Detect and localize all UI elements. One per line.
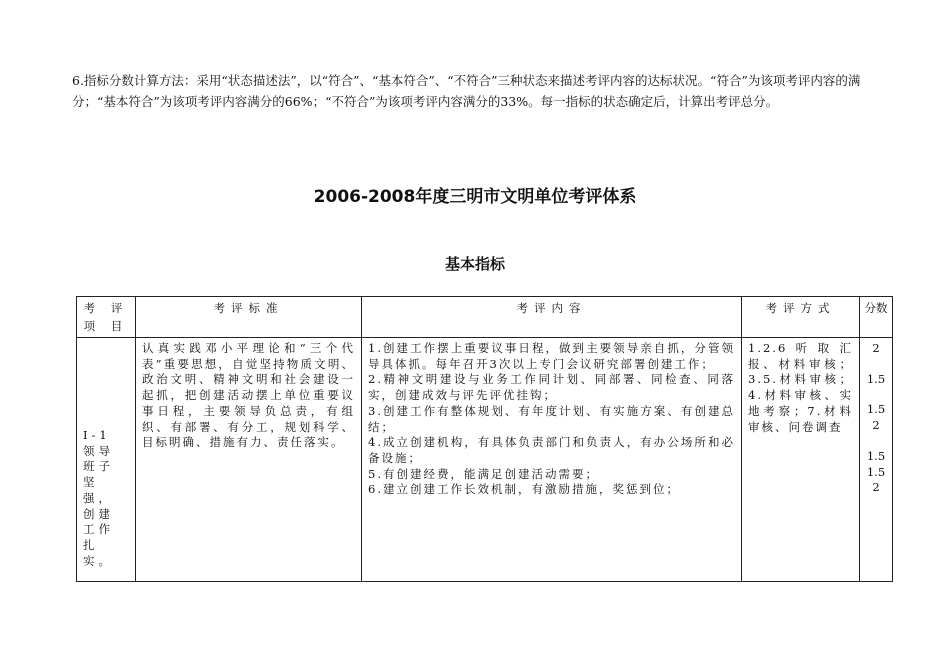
score-value: 1.5 [866,402,886,417]
header-score: 分数 [860,297,893,338]
content-line: 4.成立创建机构，有具体负责部门和负责人，有办公场所和必备设施； [368,435,735,465]
cell-score [860,338,893,582]
table-row [77,338,893,582]
cell-standard: 认真实践邓小平理论和“三个代表”重要思想，自觉坚持物质文明、政治文明、精神文明和社会建设一起抓，把创建活动摆上单位重要议事日程，主要领导负总责，有组织、有部署、有分工，规划科学、目标明确、措施有力、责任落实。 [136,338,362,582]
content-line: 2.精神文明建设与业务工作同计划、同部署、同检查、同落实，创建成效与评先评优挂钩； [368,372,735,403]
score-value: 1.5 [866,448,886,463]
score-value: 2 [872,480,880,495]
score-value: 2 [872,341,880,355]
content-line: 3.创建工作有整体规划、有年度计划、有实施方案、有创建总结； [368,403,735,434]
header-method: 考评方式 [742,297,860,338]
evaluation-table [76,296,893,582]
section-subtitle: 基本指标 [444,255,505,273]
header-content: 考评内容 [362,297,742,338]
header-standard: 考评标准 [136,297,362,338]
content-line: 1.创建工作摆上重要议事日程，做到主要领导亲自抓，分管领导具体抓。每年召开3次以上专门会议研究部署创建工作； [368,341,735,371]
content-line: 5.有创建经费，能满足创建活动需要； [368,466,599,481]
document-title: 2006-2008年度三明市文明单位考评体系 [313,187,637,207]
cell-method: 1.2.6听取汇报、材料审核；3.5.材料审核；4.材料审核、实地考察；7.材料审核、问卷调查 [742,338,860,582]
content-line: 6.建立创建工作长效机制，有激励措施，奖惩到位； [368,482,680,497]
cell-content [362,338,742,582]
score-value: 1.5 [866,371,886,386]
cell-item: I-1 领导班子坚强，创建工作扎实。 [77,338,136,582]
intro-paragraph: 6.指标分数计算方法：采用“状态描述法”，以“符合”、“基本符合”、“不符合”三种状态来描述考评内容的达标状况。“符合”为该项考评内容的满分；“基本符合”为该项考评内容满分的66%；“不符合”为该项考评内容满分的33%。每一指标的状态确定后，计算出考评总分。 [72,73,861,109]
score-value: 2 [872,418,880,433]
header-item: 考 评 项 目 [77,297,136,338]
table-header-row [77,297,893,338]
score-value: 1.5 [866,464,886,479]
